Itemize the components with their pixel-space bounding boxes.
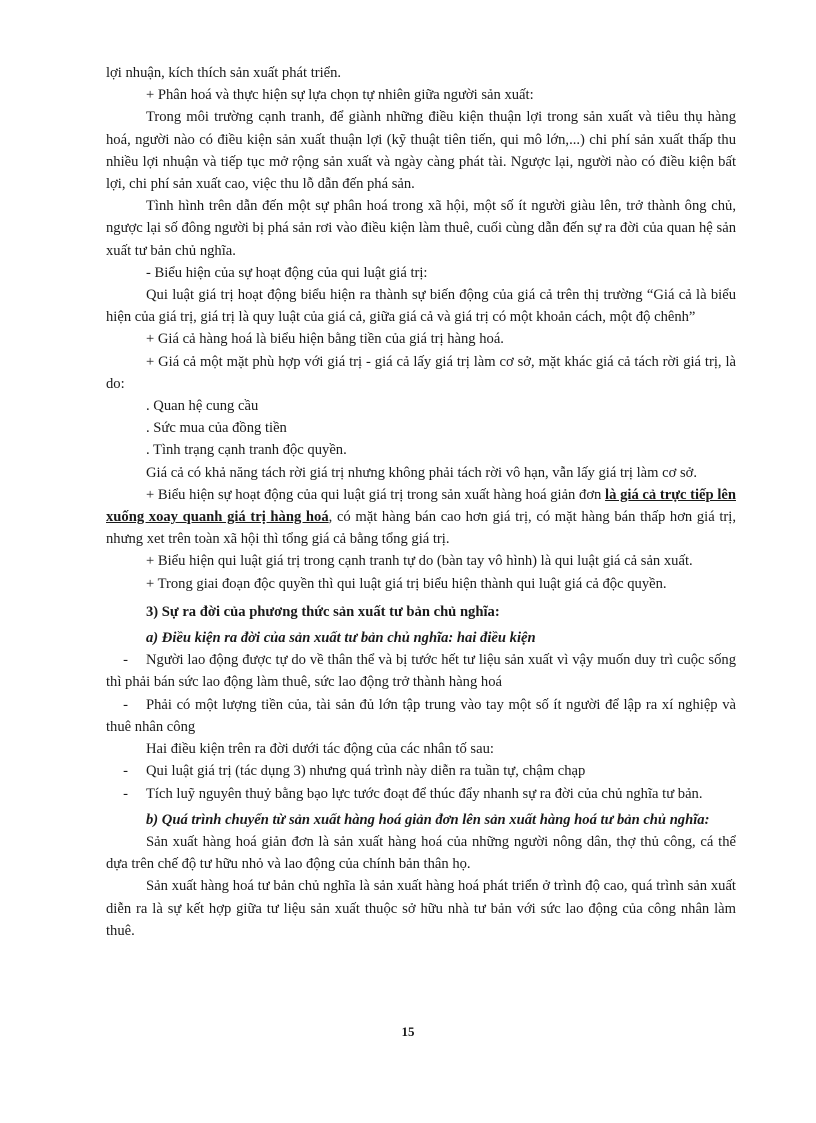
paragraph: Sản xuất hàng hoá giản đơn là sản xuất hàng hoá của những người nông dân, thợ thủ công, cá thể dựa trên chế độ tư hữu nhỏ và lao động của chính bản thân họ. — [106, 833, 736, 873]
paragraph: Giá cả có khả năng tách rời giá trị nhưng không phải tách rời vô hạn, vẫn lấy giá trị làm cơ sở. — [146, 464, 698, 481]
list-item — [106, 783, 736, 805]
paragraph: + Trong giai đoạn độc quyền thì qui luật giá trị biểu hiện thành qui luật giá cả độc quyền. — [146, 575, 667, 592]
paragraph: - Biểu hiện của sự hoạt động của qui luật giá trị: — [146, 264, 428, 281]
paragraph: Hai điều kiện trên ra đời dưới tác động của các nhân tố sau: — [146, 741, 494, 758]
paragraph: + Biểu hiện qui luật giá trị trong cạnh tranh tự do (bàn tay vô hình) là qui luật giá cả sản xuất. — [146, 553, 693, 570]
document-body — [106, 62, 736, 942]
paragraph: + Phân hoá và thực hiện sự lựa chọn tự nhiên giữa người sản xuất: — [146, 87, 534, 104]
list-item: . Tình trạng cạnh tranh độc quyền. — [146, 442, 347, 459]
paragraph: Trong môi trường cạnh tranh, để giành những điều kiện thuận lợi trong sản xuất và tiêu thụ hàng hoá, người nào có điều kiện sản xuất thuận lợi (kỹ thuật tiên tiến, qui mô lớn,...) chi phí sản xuất thấp thu nhiều lợi nhuận và tiếp tục mở rộng sản xuất và ngày càng phát tài. Ngược lại, người nào có điều kiện bất lợi, chi phí sản xuất cao, việc thu lỗ dẫn đến phá sản. — [106, 109, 736, 193]
paragraph: Sản xuất hàng hoá tư bản chủ nghĩa là sản xuất hàng hoá phát triển ở trình độ cao, quá trình sản xuất diễn ra là sự kết hợp giữa tư liệu sản xuất thuộc sở hữu nhà tư bản với sức lao động của công nhân làm thuê. — [106, 878, 736, 939]
list-item: . Sức mua của đồng tiền — [146, 420, 287, 437]
text: Tích luỹ nguyên thuỷ bằng bạo lực tước đoạt để thúc đẩy nhanh sự ra đời của chủ nghĩa tư bản. — [146, 785, 703, 802]
text: Qui luật giá trị (tác dụng 3) nhưng quá trình này diễn ra tuần tự, chậm chạp — [146, 763, 586, 780]
paragraph: lợi nhuận, kích thích sản xuất phát triển. — [106, 65, 342, 81]
paragraph: + Giá cả một mặt phù hợp với giá trị - giá cả lấy giá trị làm cơ sở, mặt khác giá cả tách rời giá trị, là do: — [106, 353, 736, 392]
subsection-heading: a) Điều kiện ra đời của sản xuất tư bản chủ nghĩa: hai điều kiện — [146, 630, 536, 647]
dash-marker: - — [123, 696, 128, 713]
list-item — [106, 694, 736, 738]
paragraph-value-expression — [106, 484, 736, 551]
list-item — [106, 649, 736, 693]
dash-marker: - — [123, 785, 128, 802]
text: Người lao động được tự do về thân thể và bị tước hết tư liệu sản xuất vì vậy muốn duy trì cuộc sống thì phải bán sức lao động làm thuê, sức lao động trở thành hàng hoá — [106, 652, 736, 691]
text: , có mặt hàng bán cao hơn giá trị, có mặt hàng bán thấp hơn giá trị, nhưng xet trên toàn xã hội thì tổng giá cả bằng tổng giá trị. — [106, 509, 736, 548]
list-item — [106, 760, 736, 782]
emphasis-text: là giá cả trực tiếp lên xuống xoay quanh giá trị hàng hoá — [106, 486, 736, 526]
paragraph: Tình hình trên dẫn đến một sự phân hoá trong xã hội, một số ít người giàu lên, trở thành ông chủ, ngược lại số đông người bị phá sản rơi vào điều kiện làm thuê, cuối cùng dẫn đến sự ra đời của quan hệ sản xuất tư bản chủ nghĩa. — [106, 198, 736, 259]
paragraph: Qui luật giá trị hoạt động biểu hiện ra thành sự biến động của giá cả trên thị trường “Giá cả là biểu hiện của giá trị, giá trị là quy luật của giá cả, giữa giá cả và giá trị có một khoản cách, một độ chênh” — [106, 287, 736, 326]
dash-marker: - — [123, 652, 128, 669]
section-heading: 3) Sự ra đời của phương thức sản xuất tư bản chủ nghĩa: — [146, 603, 500, 620]
text: Phải có một lượng tiền của, tài sản đủ lớn tập trung vào tay một số ít người để lập ra xí nghiệp và thuê nhân công — [106, 696, 736, 735]
dash-marker: - — [123, 763, 128, 780]
page-number: 15 — [401, 1024, 415, 1039]
text: + Biểu hiện sự hoạt động của qui luật giá trị trong sản xuất hàng hoá giản đơn — [146, 486, 606, 503]
paragraph: + Giá cả hàng hoá là biểu hiện bằng tiền của giá trị hàng hoá. — [146, 331, 504, 348]
subsection-heading: b) Quá trình chuyển từ sản xuất hàng hoá giản đơn lên sản xuất hàng hoá tư bản chủ nghĩa: — [146, 811, 710, 828]
list-item: . Quan hệ cung cầu — [146, 398, 259, 415]
